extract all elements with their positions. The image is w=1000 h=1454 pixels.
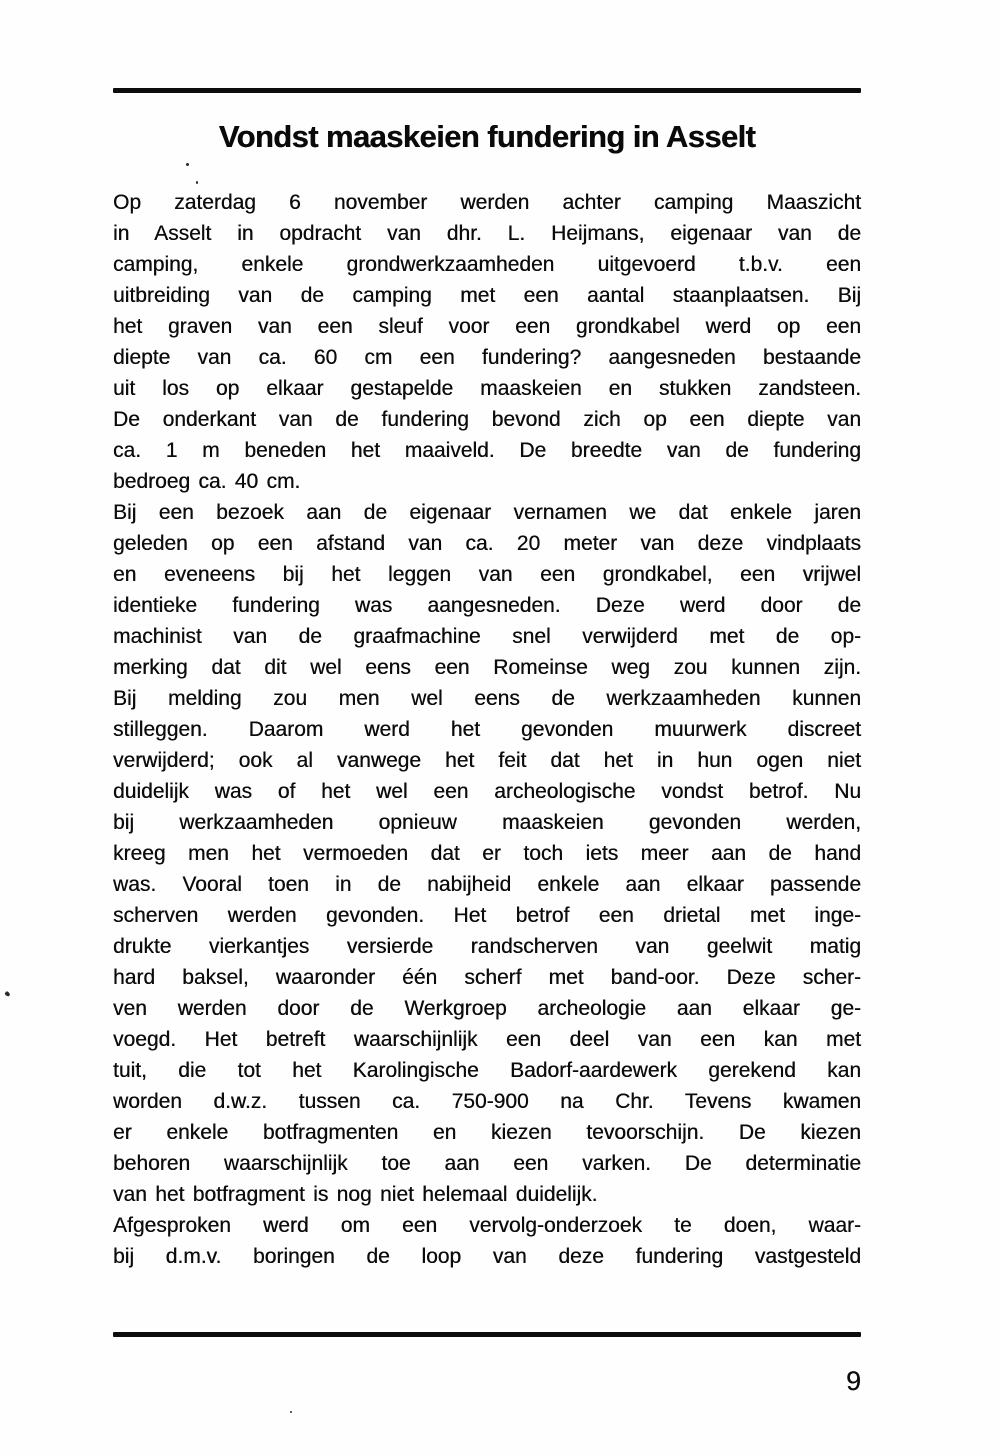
body-line: merking dat dit wel eens een Romeinse weg zou kunnen zijn. — [113, 656, 861, 679]
body-line: uitbreiding van de camping met een aantal staanplaatsen. Bij — [113, 284, 861, 307]
body-line: De onderkant van de fundering bevond zich op een diepte van — [113, 408, 861, 431]
body-line: geleden op een afstand van ca. 20 meter van deze vindplaats — [113, 532, 861, 555]
bottom-rule — [113, 1332, 861, 1337]
body-line: verwijderd; ook al vanwege het feit dat het in hun ogen niet — [113, 749, 861, 772]
body-line: behoren waarschijnlijk toe aan een varken. De determinatie — [113, 1152, 861, 1175]
body-line: scherven werden gevonden. Het betrof een drietal met inge- — [113, 904, 861, 927]
body-line: het graven van een sleuf voor een grondkabel werd op een — [113, 315, 861, 338]
body-line: en eveneens bij het leggen van een grondkabel, een vrijwel — [113, 563, 861, 586]
scan-speck — [186, 163, 189, 166]
article-title: Vondst maaskeien fundering in Asselt — [218, 119, 756, 154]
body-line: ca. 1 m beneden het maaiveld. De breedte van de fundering — [113, 439, 861, 462]
body-line: worden d.w.z. tussen ca. 750-900 na Chr. Tevens kwamen — [113, 1090, 861, 1113]
body-line: kreeg men het vermoeden dat er toch iets meer aan de hand — [113, 842, 861, 865]
body-line: Op zaterdag 6 november werden achter camping Maaszicht — [113, 191, 861, 214]
scan-speck — [196, 181, 198, 184]
body-line: was. Vooral toen in de nabijheid enkele aan elkaar passende — [113, 873, 861, 896]
body-line: stilleggen. Daarom werd het gevonden muurwerk discreet — [113, 718, 861, 741]
body-line: van het botfragment is nog niet helemaal duidelijk. — [113, 1183, 598, 1206]
body-line: diepte van ca. 60 cm een fundering? aangesneden bestaande — [113, 346, 861, 369]
body-line: bij d.m.v. boringen de loop van deze fundering vastgesteld — [113, 1245, 861, 1268]
body-line: bedroeg ca. 40 cm. — [113, 470, 301, 493]
body-line: drukte vierkantjes versierde randscherven van geelwit matig — [113, 935, 861, 958]
page-number: 9 — [845, 1366, 861, 1396]
body-line: ven werden door de Werkgroep archeologie aan elkaar ge- — [113, 997, 861, 1020]
top-rule — [113, 88, 861, 93]
body-line: in Asselt in opdracht van dhr. L. Heijmans, eigenaar van de — [113, 222, 861, 245]
body-line: Bij melding zou men wel eens de werkzaamheden kunnen — [113, 687, 861, 710]
body-line: camping, enkele grondwerkzaamheden uitgevoerd t.b.v. een — [113, 253, 861, 276]
body-line: duidelijk was of het wel een archeologische vondst betrof. Nu — [113, 780, 861, 803]
article-body — [113, 187, 861, 1272]
body-line: machinist van de graafmachine snel verwijderd met de op- — [113, 625, 861, 648]
body-line: uit los op elkaar gestapelde maaskeien en stukken zandsteen. — [113, 377, 861, 400]
body-line: Bij een bezoek aan de eigenaar vernamen we dat enkele jaren — [113, 501, 861, 524]
body-line: identieke fundering was aangesneden. Deze werd door de — [113, 594, 861, 617]
body-line: er enkele botfragmenten en kiezen tevoorschijn. De kiezen — [113, 1121, 861, 1144]
body-line: Afgesproken werd om een vervolg-onderzoek te doen, waar- — [113, 1214, 861, 1237]
body-line: bij werkzaamheden opnieuw maaskeien gevonden werden, — [113, 811, 861, 834]
body-line: tuit, die tot het Karolingische Badorf-aardewerk gerekend kan — [113, 1059, 861, 1082]
scan-speck — [290, 1411, 292, 1413]
scan-speck — [4, 991, 10, 997]
body-line: hard baksel, waaronder één scherf met band-oor. Deze scher- — [113, 966, 861, 989]
body-line: voegd. Het betreft waarschijnlijk een deel van een kan met — [113, 1028, 861, 1051]
